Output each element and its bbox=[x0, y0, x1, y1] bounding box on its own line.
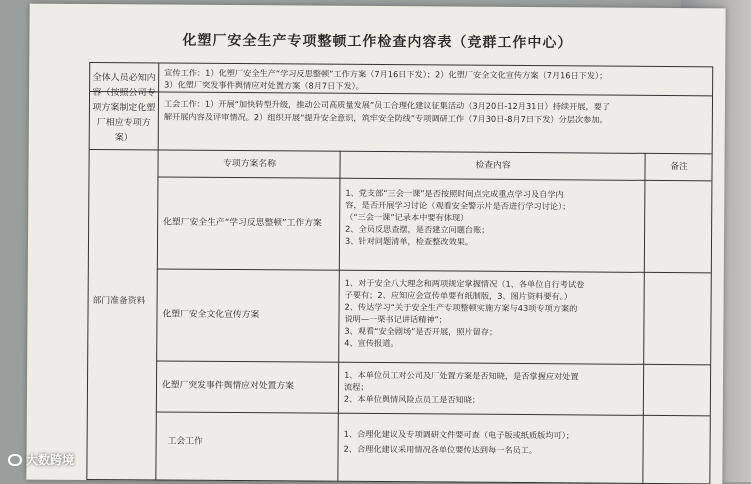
content-line: 1、合理化建议及专项调研文件要可查（电子版或纸质版均可）； bbox=[343, 428, 575, 441]
table-line bbox=[155, 63, 159, 479]
document-paper bbox=[26, 4, 725, 484]
content-line: 流程； bbox=[343, 381, 369, 392]
dept-materials-label: 部门准备资料 bbox=[92, 296, 146, 307]
inspection-table bbox=[86, 62, 713, 484]
check-content bbox=[344, 277, 642, 351]
content-line: 2、本单位舆情风险点员工是否知晓； bbox=[343, 393, 481, 405]
content-line: 4、宣传报道。 bbox=[344, 337, 399, 349]
union-work bbox=[164, 98, 709, 128]
watermark-logo-icon bbox=[8, 454, 22, 466]
publicity-line: 宣传工作：1）化塑厂安全生产“学习反思整顿”工作方案（7月16日下发）；2）化塑厂安全文化宣传方案（7月16日下发）； bbox=[164, 67, 608, 81]
union-line: 解开展内容及评审情况。2）组织开展“提升安全意识，筑牢安全防线”专项调研工作（7月30日-8月7日下发）分层次参加。 bbox=[163, 111, 608, 125]
publicity-work bbox=[164, 67, 709, 95]
content-line: 2、合理化建议采用情况各单位要传达到每一名员工。 bbox=[343, 443, 538, 456]
remark-header: 备注 bbox=[670, 162, 688, 173]
content-line: 3、观看“安全剧场”是否开展，照片留存； bbox=[344, 325, 498, 337]
table-line bbox=[156, 360, 710, 365]
content-line: 1、本单位员工对公司及厂处置方案是否知晓，是否掌握应对处置 bbox=[344, 369, 579, 382]
table-line bbox=[156, 411, 710, 416]
plan-name-header: 专项方案名称 bbox=[223, 158, 276, 170]
table-line bbox=[157, 176, 711, 181]
content-line: 1、对于安全八大理念和两项规定掌握情况（1、各单位自行考试卷 bbox=[344, 277, 585, 290]
document-title: 化塑厂安全生产专项整顿工作检查内容表（竞群工作中心） bbox=[182, 32, 573, 52]
watermark-text: 大数跨境 bbox=[26, 453, 75, 467]
content-line: 容，是否开展学习讨论（观看安全警示片是否进行学习讨论）； bbox=[345, 199, 571, 212]
content-line: 说明—一栗书记讲话精神”； bbox=[344, 313, 448, 325]
content-line: 1、党支部“三会一课”是否按照时间点完成重点学习及自学内 bbox=[345, 187, 564, 200]
check-content bbox=[345, 187, 643, 249]
content-line: 3、针对问题清单，检查整改效果。 bbox=[344, 235, 474, 247]
check-content bbox=[344, 369, 642, 407]
check-content-header: 检查内容 bbox=[475, 160, 511, 171]
check-content bbox=[344, 427, 642, 459]
plan-name: 化塑厂安全生产“学习反思整顿”工作方案 bbox=[163, 217, 322, 229]
table-line bbox=[157, 268, 711, 273]
required-content-label: 全体人员必知内容（按照公司专项方案制定化塑厂相应专项方案） bbox=[92, 73, 156, 144]
content-line: （“三会一课”记录本中要有体现） bbox=[345, 211, 469, 223]
plan-name: 化塑厂突发事件舆情应对处置方案 bbox=[161, 380, 295, 392]
content-line: 子要有；2、应知应会宣传单要有纸制版，3、图片资料要有。） bbox=[344, 289, 573, 302]
plan-name: 工会工作 bbox=[167, 436, 203, 447]
plan-name: 化塑厂安全文化宣传方案 bbox=[162, 309, 260, 321]
content-line: 2、传达学习“关于安全生产专项整顿实施方案与43项专项方案的 bbox=[344, 301, 578, 314]
content-line: 2、全员反思查摆，是否建立问题台账； bbox=[345, 223, 490, 235]
union-line: 工会工作：1）开展“加快转型升级，推动公司高质量发展”员工合理化建议征集活动（3月20日-12月31日）持续开展，要了 bbox=[163, 98, 611, 112]
table-line bbox=[90, 149, 712, 154]
publicity-line: 3）化塑厂突发事件舆情应对处置方案（8月7日下发）。 bbox=[164, 79, 364, 91]
watermark bbox=[8, 451, 74, 468]
